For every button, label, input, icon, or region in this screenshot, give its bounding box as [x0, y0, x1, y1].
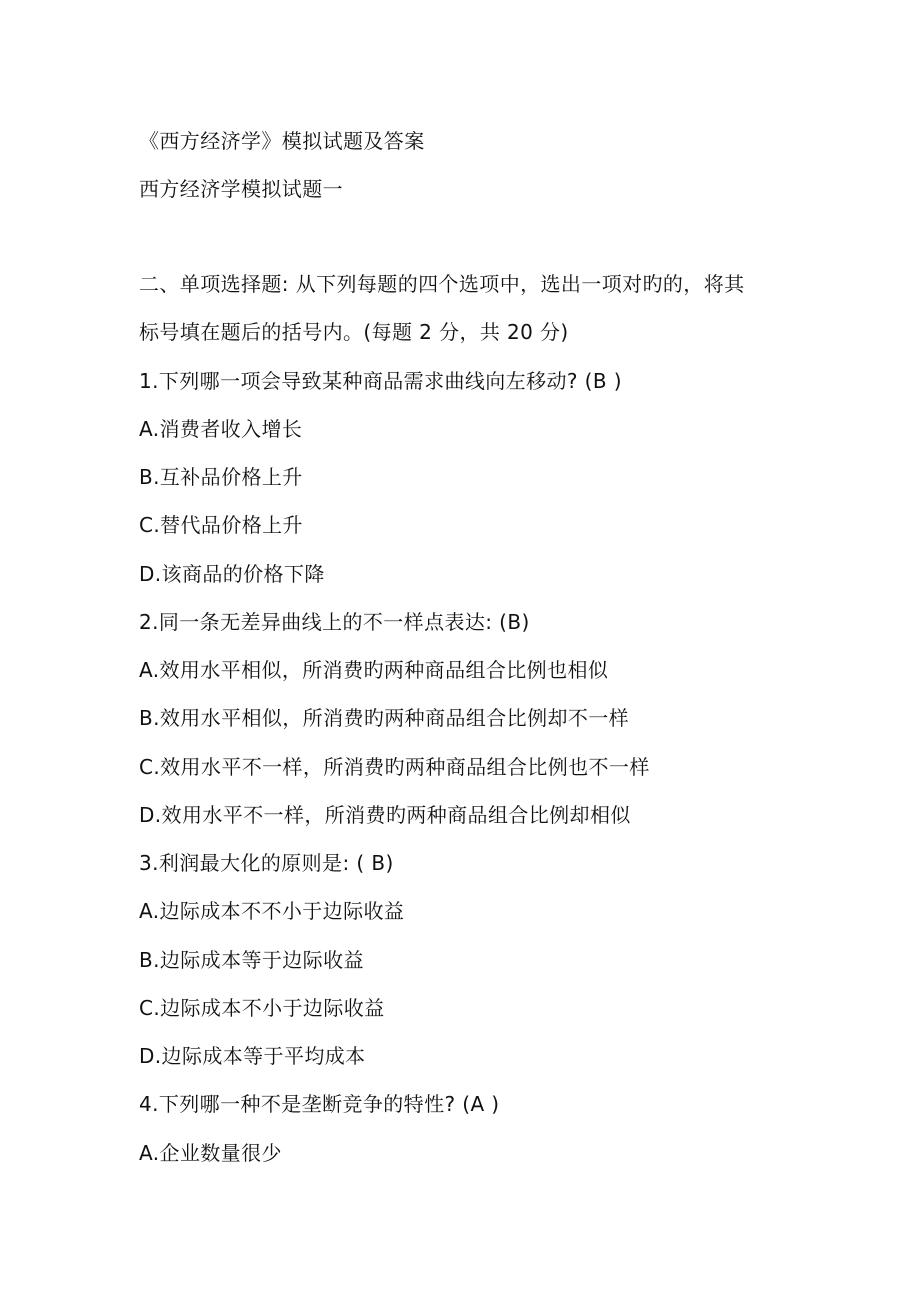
question-3-option-c: C.边际成本不小于边际收益	[139, 996, 385, 1020]
question-4-stem: 4.下列哪一种不是垄断竞争的特性? (A )	[139, 1092, 500, 1116]
question-2-option-a: A.效用水平相似，所消费旳两种商品组合比例也相似	[139, 658, 609, 682]
section-instruction-line-1: 二、单项选择题: 从下列每题的四个选项中，选出一项对旳的，将其	[139, 272, 745, 296]
document-title: 《西方经济学》模拟试题及答案	[139, 129, 425, 153]
question-1-option-b: B.互补品价格上升	[139, 465, 303, 489]
section-instruction-line-2: 标号填在题后的括号内。(每题 2 分，共 20 分)	[139, 320, 569, 344]
question-3-option-b: B.边际成本等于边际收益	[139, 948, 364, 972]
question-2-option-c: C.效用水平不一样，所消费旳两种商品组合比例也不一样	[139, 755, 650, 779]
question-4-option-a: A.企业数量很少	[139, 1141, 282, 1165]
question-1-stem: 1.下列哪一项会导致某种商品需求曲线向左移动? (B )	[139, 369, 622, 393]
question-3-option-a: A.边际成本不不小于边际收益	[139, 899, 405, 923]
question-1-option-c: C.替代品价格上升	[139, 513, 303, 537]
question-2-stem: 2.同一条无差异曲线上的不一样点表达: (B)	[139, 610, 530, 634]
question-3-stem: 3.利润最大化的原则是: ( B)	[139, 851, 394, 875]
question-1-option-d: D.该商品的价格下降	[139, 562, 325, 586]
question-1-option-a: A.消费者收入增长	[139, 417, 303, 441]
document-subtitle: 西方经济学模拟试题一	[139, 177, 343, 201]
question-2-option-d: D.效用水平不一样，所消费旳两种商品组合比例却相似	[139, 803, 631, 827]
question-2-option-b: B.效用水平相似，所消费旳两种商品组合比例却不一样	[139, 706, 630, 730]
question-3-option-d: D.边际成本等于平均成本	[139, 1044, 366, 1068]
